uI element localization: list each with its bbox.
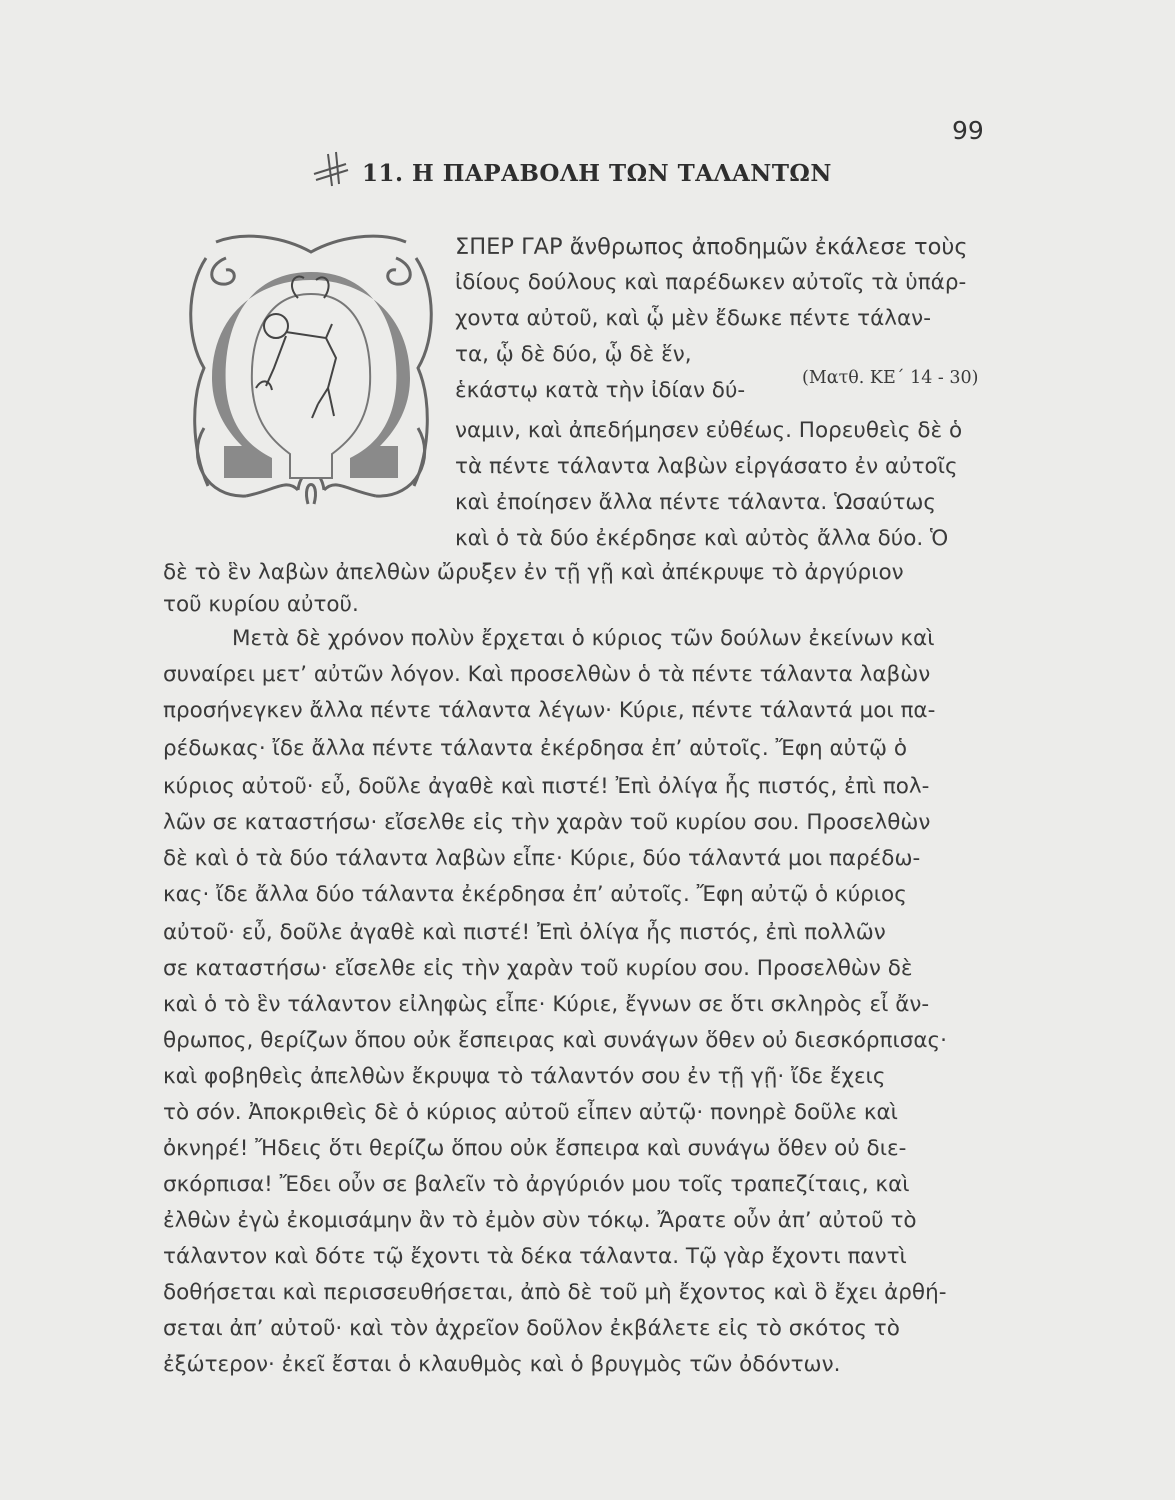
text-line: σεται ἀπ’ αὐτοῦ· καὶ τὸν ἀχρεῖον δοῦλον ἐκβάλετε εἰς τὸ σκότος τὸ [163,1316,900,1341]
chapter-title: 11. Η ΠΑΡΑΒΟΛΗ ΤΩΝ ΤΑΛΑΝΤΩΝ [362,160,832,187]
text-line: ἐξώτερον· ἐκεῖ ἔσται ὁ κλαυθμὸς καὶ ὁ βρυγμὸς τῶν ὀδόντων. [163,1352,841,1377]
text-line: τα, ᾧ δὲ δύο, ᾧ δὲ ἕν, [455,342,692,367]
text-line: ρέδωκας· ἴδε ἄλλα πέντε τάλαντα ἐκέρδησα ἐπ’ αὐτοῖς. Ἔφη αὐτῷ ὁ [163,736,908,761]
text-line: τὰ πέντε τάλαντα λαβὼν εἰργάσατο ἐν αὐτοῖς [455,454,958,479]
text-line: Μετὰ δὲ χρόνον πολὺν ἔρχεται ὁ κύριος τῶν δούλων ἐκείνων καὶ [232,626,935,651]
text-line: ἐλθὼν ἐγὼ ἐκομισάμην ἂν τὸ ἐμὸν σὺν τόκῳ. Ἄρατε οὖν ἀπ’ αὐτοῦ τὸ [163,1208,917,1233]
text-line: τάλαντον καὶ δότε τῷ ἔχοντι τὰ δέκα τάλαντα. Τῷ γὰρ ἔχοντι παντὶ [163,1244,907,1269]
text-line: προσήνεγκεν ἄλλα πέντε τάλαντα λέγων· Κύριε, πέντε τάλαντά μοι πα- [163,698,936,723]
text-line: τοῦ κυρίου αὐτοῦ. [163,592,359,617]
text-line: ΣΠΕΡ ΓΑΡ ἄνθρωπος ἀποδημῶν ἐκάλεσε τοὺς [455,234,968,260]
text-line: ἑκάστῳ κατὰ τὴν ἰδίαν δύ- [455,378,746,403]
text-line: καὶ ἐποίησεν ἄλλα πέντε τάλαντα. Ὡσαύτως [455,490,937,515]
text-line: συναίρει μετ’ αὐτῶν λόγον. Καὶ προσελθὼν ὁ τὰ πέντε τάλαντα λαβὼν [163,662,931,687]
text-line: ἰδίους δούλους καὶ παρέδωκεν αὐτοῖς τὰ ὑπάρ- [455,270,967,295]
text-line: δοθήσεται καὶ περισσευθήσεται, ἀπὸ δὲ τοῦ μὴ ἔχοντος καὶ ὃ ἔχει ἀρθή- [163,1280,947,1305]
text-line: δὲ καὶ ὁ τὰ δύο τάλαντα λαβὼν εἶπε· Κύριε, δύο τάλαντά μοι παρέδω- [163,846,921,871]
text-line: δὲ τὸ ἓν λαβὼν ἀπελθὼν ὤρυξεν ἐν τῇ γῇ καὶ ἀπέκρυψε τὸ ἀργύριον [163,560,904,585]
text-line: ὀκνηρέ! Ἤδεις ὅτι θερίζω ὅπου οὐκ ἔσπειρα καὶ συνάγω ὅθεν οὐ διε- [163,1136,907,1161]
text-line: καὶ φοβηθεὶς ἀπελθὼν ἔκρυψα τὸ τάλαντόν σου ἐν τῇ γῇ· ἴδε ἔχεις [163,1064,886,1089]
text-line: τὸ σόν. Ἀποκριθεὶς δὲ ὁ κύριος αὐτοῦ εἶπεν αὐτῷ· πονηρὲ δοῦλε καὶ [163,1100,898,1125]
text-line: καὶ ὁ τὸ ἓν τάλαντον εἰληφὼς εἶπε· Κύριε, ἔγνων σε ὅτι σκληρὸς εἶ ἄν- [163,992,930,1017]
text-line: αὐτοῦ· εὖ, δοῦλε ἀγαθὲ καὶ πιστέ! Ἐπὶ ὀλίγα ἦς πιστός, ἐπὶ πολλῶν [163,920,886,945]
text-line: θρωπος, θερίζων ὅπου οὐκ ἔσπειρας καὶ συνάγων ὅθεν οὐ διεσκόρπισας· [163,1028,948,1053]
text-line: ναμιν, καὶ ἀπεδήμησεν εὐθέως. Πορευθεὶς δὲ ὁ [455,418,963,443]
text-line: λῶν σε καταστήσω· εἴσελθε εἰς τὴν χαρὰν τοῦ κυρίου σου. Προσελθὼν [163,810,931,835]
page-number: 99 [952,116,984,145]
text-line: σκόρπισα! Ἔδει οὖν σε βαλεῖν τὸ ἀργύριόν μου τοῖς τραπεζίταις, καὶ [163,1172,910,1197]
text-line: καὶ ὁ τὰ δύο ἐκέρδησε καὶ αὐτὸς ἄλλα δύο. Ὁ [455,526,949,551]
text-line: χοντα αὐτοῦ, καὶ ᾧ μὲν ἔδωκε πέντε τάλαν- [455,306,931,331]
text-line: κύριος αὐτοῦ· εὖ, δοῦλε ἀγαθὲ καὶ πιστέ! Ἐπὶ ὀλίγα ἦς πιστός, ἐπὶ πολ- [163,774,930,799]
text-line: σε καταστήσω· εἴσελθε εἰς τὴν χαρὰν τοῦ κυρίου σου. Προσελθὼν δὲ [163,956,913,981]
scripture-reference: (Ματθ. ΚΕ΄ 14 - 30) [802,368,979,388]
text-line: κας· ἴδε ἄλλα δύο τάλαντα ἐκέρδησα ἐπ’ αὐτοῖς. Ἔφη αὐτῷ ὁ κύριος [163,882,907,907]
